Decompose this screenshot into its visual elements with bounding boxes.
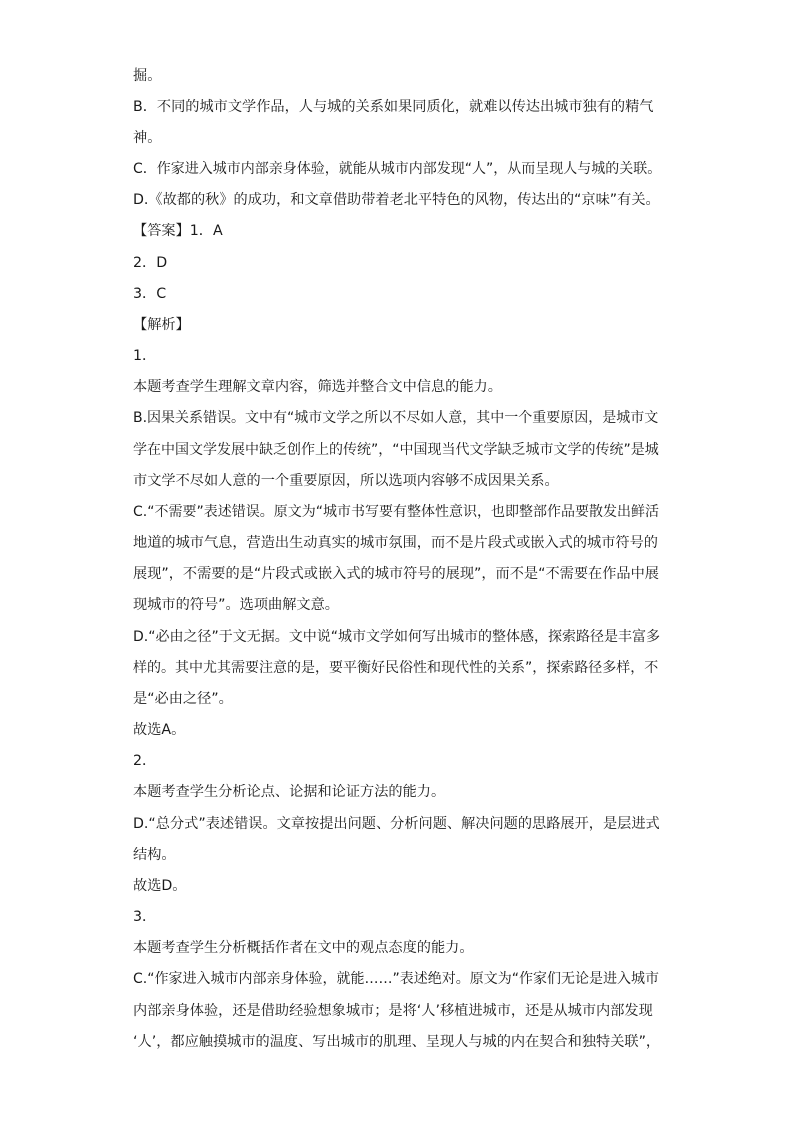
option-b-line: B．不同的城市文学作品，人与城的关系如果同质化，就难以传达出城市独有的精气 — [133, 99, 654, 115]
option-c-line: C．作家进入城市内部亲身体验，就能从城市内部发现“人”，从而呈现人与城的关联。 — [133, 161, 662, 177]
text-line: 样的。其中尤其需要注意的是，要平衡好民俗性和现代性的关系”，探索路径多样，不 — [133, 660, 659, 676]
text-line: D.“必由之径”于文无据。文中说“城市文学如何写出城市的整体感，探索路径是丰富多 — [133, 629, 660, 645]
text-line: C.“不需要”表述错误。原文为“城市书写要有整体性意识，也即整部作品要散发出鲜活 — [133, 504, 659, 520]
option-d-line: D.《故都的秋》的成功，和文章借助带着老北平特色的风物，传达出的“京味”有关。 — [133, 192, 660, 208]
text-line: D.“总分式”表述错误。文章按提出问题、分析问题、解决问题的思路展开，是层进式 — [133, 816, 660, 832]
text-line: 现城市的符号”。选项曲解文意。 — [133, 597, 339, 613]
text-line: 展现”，不需要的是“片段式或嵌入式的城市符号的展现”，而不是“不需要在作品中展 — [133, 566, 659, 582]
analysis-heading: 【解析】 — [133, 317, 190, 333]
text-line: B.因果关系错误。文中有“城市文学之所以不尽如人意，其中一个重要原因，是城市文 — [133, 410, 659, 426]
question-number-3: 3． — [133, 909, 157, 925]
text-line: 市文学不尽如人意的一个重要原因，所以选项内容够不成因果关系。 — [133, 473, 559, 489]
question-number-2: 2． — [133, 753, 157, 769]
answer-heading: 【答案】1．A — [133, 223, 223, 239]
text-line: C.“作家进入城市内部亲身体验，就能……”表述绝对。原文为“作家们无论是进入城市 — [133, 971, 659, 987]
text-line: 学在中国文学发展中缺乏创作上的传统”，“中国现当代文学缺乏城市文学的传统”是城 — [133, 442, 659, 458]
text-line: 内部亲身体验，还是借助经验想象城市；是将‘人’移植进城市，还是从城市内部发现 — [133, 1003, 653, 1019]
text-line: ‘人’，都应触摸城市的温度、写出城市的肌理、呈现人与城的内在契合和独特关联”， — [133, 1034, 661, 1050]
text-line: 故选A。 — [133, 722, 186, 738]
text-line: 掘。 — [133, 68, 162, 84]
text-line: 是“必由之径”。 — [133, 691, 233, 707]
answer-3: 3．C — [133, 286, 167, 302]
text-line: 本题考查学生分析概括作者在文中的观点态度的能力。 — [133, 940, 474, 956]
text-line: 结构。 — [133, 847, 176, 863]
text-line: 本题考查学生分析论点、论据和论证方法的能力。 — [133, 784, 446, 800]
text-line: 故选D。 — [133, 878, 187, 894]
text-line: 本题考查学生理解文章内容，筛选并整合文中信息的能力。 — [133, 379, 502, 395]
text-line: 地道的城市气息，营造出生动真实的城市氛围，而不是片段式或嵌入式的城市符号的 — [133, 535, 658, 551]
text-line: 神。 — [133, 130, 162, 146]
question-number-1: 1． — [133, 348, 157, 364]
answer-2: 2．D — [133, 255, 168, 271]
